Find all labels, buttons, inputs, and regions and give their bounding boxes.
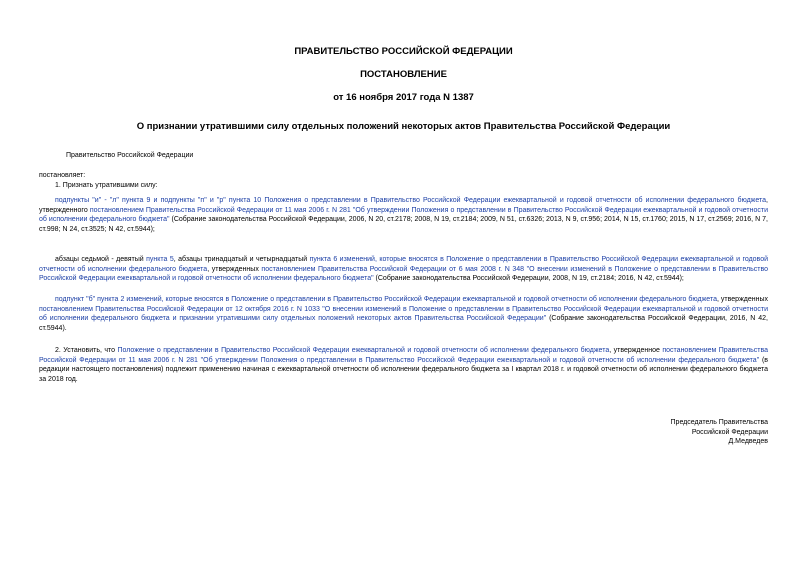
link-sub-item-b-item-2[interactable]: подпункт "б" пункта 2 изменений, которые вносятся в Положение о представлении в Правительство Российской Федерации ежеквартальной и годовой отчетности об исполнении федерального бюджета — [55, 296, 717, 303]
document-title: О признании утратившими силу отдельных положений некоторых актов Правительства Российской Федерации — [136, 121, 671, 132]
document-type-heading: ПОСТАНОВЛЕНИЕ — [360, 69, 447, 80]
item1-intro: 1. Признать утратившими силу: — [55, 182, 158, 189]
paragraph-4: 2. Установить, что Положение о представлении в Правительство Российской Федерации ежеквартальной и годовой отчетности об исполнении федерального бюджета, утвержденное постановлением Правительства Российской Федерации от 11 мая 2006 г. N 281 "Об утверждении Положения о представлении в Правительство Российской Федерации ежеквартальной и годовой отчетности об исполнении федерального бюджета" (в редакции настоящего постановления) подлежит применению начиная с ежеквартальной отчетности об исполнении федерального бюджета за I квартал 2018 г. и годовой отчетности об исполнении федерального бюджета за 2018 год. — [39, 347, 768, 383]
paragraph-1: подпункты "и" - "л" пункта 9 и подпункты "п" и "р" пункта 10 Положения о представлении в Правительство Российской Федерации ежеквартальной и годовой отчетности об исполнении федерального бюджета, утвержденного постановлением Правительства Российской Федерации от 11 мая 2006 г. N 281 "Об утверждении Положения о представлении в Правительство Российской Федерации ежеквартальной и годовой отчетности об исполнении федерального бюджета" (Собрание законодательства Российской Федерации, 2006, N 20, ст.2178; 2008, N 19, ст.2184; 2009, N 51, ст.6326; 2013, N 9, ст.956; 2014, N 15, ст.1760; 2015, N 17, ст.2569; 2016, N 7, ст.998; N 24, ст.3525; N 42, ст.5944); — [39, 197, 769, 233]
signature-position-2: Российской Федерации — [691, 428, 768, 436]
government-heading: ПРАВИТЕЛЬСТВО РОССИЙСКОЙ ФЕДЕРАЦИИ — [294, 46, 513, 57]
paragraph-3: подпункт "б" пункта 2 изменений, которые вносятся в Положение о представлении в Правительство Российской Федерации ежеквартальной и годовой отчетности об исполнении федерального бюджета, утвержденных постановлением Правительства Российской Федерации от 12 октября 2016 г. N 1033 "О внесении изменений в Положение о представлении в Правительство Российской Федерации ежеквартальной и годовой отчетности об исполнении федерального бюджета и признании утратившими силу отдельных положений некоторых актов Правительства Российской Федерации" (Собрание законодательства Российской Федерации, 2016, N 42, ст.5944). — [39, 296, 768, 332]
signature-position-1: Председатель Правительства — [670, 419, 768, 426]
link-regulation[interactable]: Положение о представлении в Правительство Российской Федерации ежеквартальной и годовой отчетности об исполнении федерального бюджета — [117, 347, 610, 354]
issuer-text: Правительство Российской Федерации — [66, 152, 194, 159]
link-decree-281-2[interactable]: постановлением Правительства Российской Федерации от 11 мая 2006 г. N 281 "Об утверждении Положения о представлении в Правительство Российской Федерации ежеквартальной и годовой отчетности об исполнении федерального бюджета" — [39, 347, 768, 364]
link-decree-1033[interactable]: постановлением Правительства Российской Федерации от 12 октября 2016 г. N 1033 "О внесении изменений в Положение о представлении в Правительство Российской Федерации ежеквартальной и годовой отчетности об исполнении федерального бюджета и признании утратившими силу отдельных положений некоторых актов Правительства Российской Федерации" — [39, 305, 768, 323]
decree-text: постановляет: — [39, 172, 86, 179]
link-decree-348[interactable]: постановлением Правительства Российской Федерации от 6 мая 2008 г. N 348 "О внесении изменений в Положение о представлении в Правительство Российской Федерации ежеквартальной и годовой отчетности об исполнении федерального бюджета" — [39, 265, 768, 283]
link-sub-items-9-10[interactable]: подпункты "и" - "л" пункта 9 и подпункты "п" и "р" пункта 10 Положения о представлении в Правительство Российской Федерации ежеквартальной и годовой отчетности об исполнении федерального бюджета — [55, 197, 767, 204]
date-number-heading: от 16 ноября 2017 года N 1387 — [333, 92, 474, 103]
link-decree-281[interactable]: постановлением Правительства Российской Федерации от 11 мая 2006 г. N 281 "Об утверждении Положения о представлении в Правительство Российской Федерации ежеквартальной и годовой отчетности об исполнении федерального бюджета" — [39, 206, 769, 224]
link-item-5[interactable]: пункта 5 — [146, 256, 174, 263]
paragraph-2: абзацы седьмой - девятый пункта 5, абзацы тринадцатый и четырнадцатый пункта 6 изменений, которые вносятся в Положение о представлении в Правительство Российской Федерации ежеквартальной и годовой отчетности об исполнении федерального бюджета, утвержденных постановлением Правительства Российской Федерации от 6 мая 2008 г. N 348 "О внесении изменений в Положение о представлении в Правительство Российской Федерации ежеквартальной и годовой отчетности об исполнении федерального бюджета" (Собрание законодательства Российской Федерации, 2008, N 19, ст.2184; 2016, N 42, ст.5944); — [39, 256, 769, 283]
signature-block — [671, 418, 768, 447]
signature-name: Д.Медведев — [728, 438, 768, 446]
link-item-6-changes[interactable]: пункта 6 изменений, которые вносятся в Положение о представлении в Правительство Российской Федерации ежеквартальной и годовой отчетности об исполнении федерального бюджета — [39, 256, 769, 273]
